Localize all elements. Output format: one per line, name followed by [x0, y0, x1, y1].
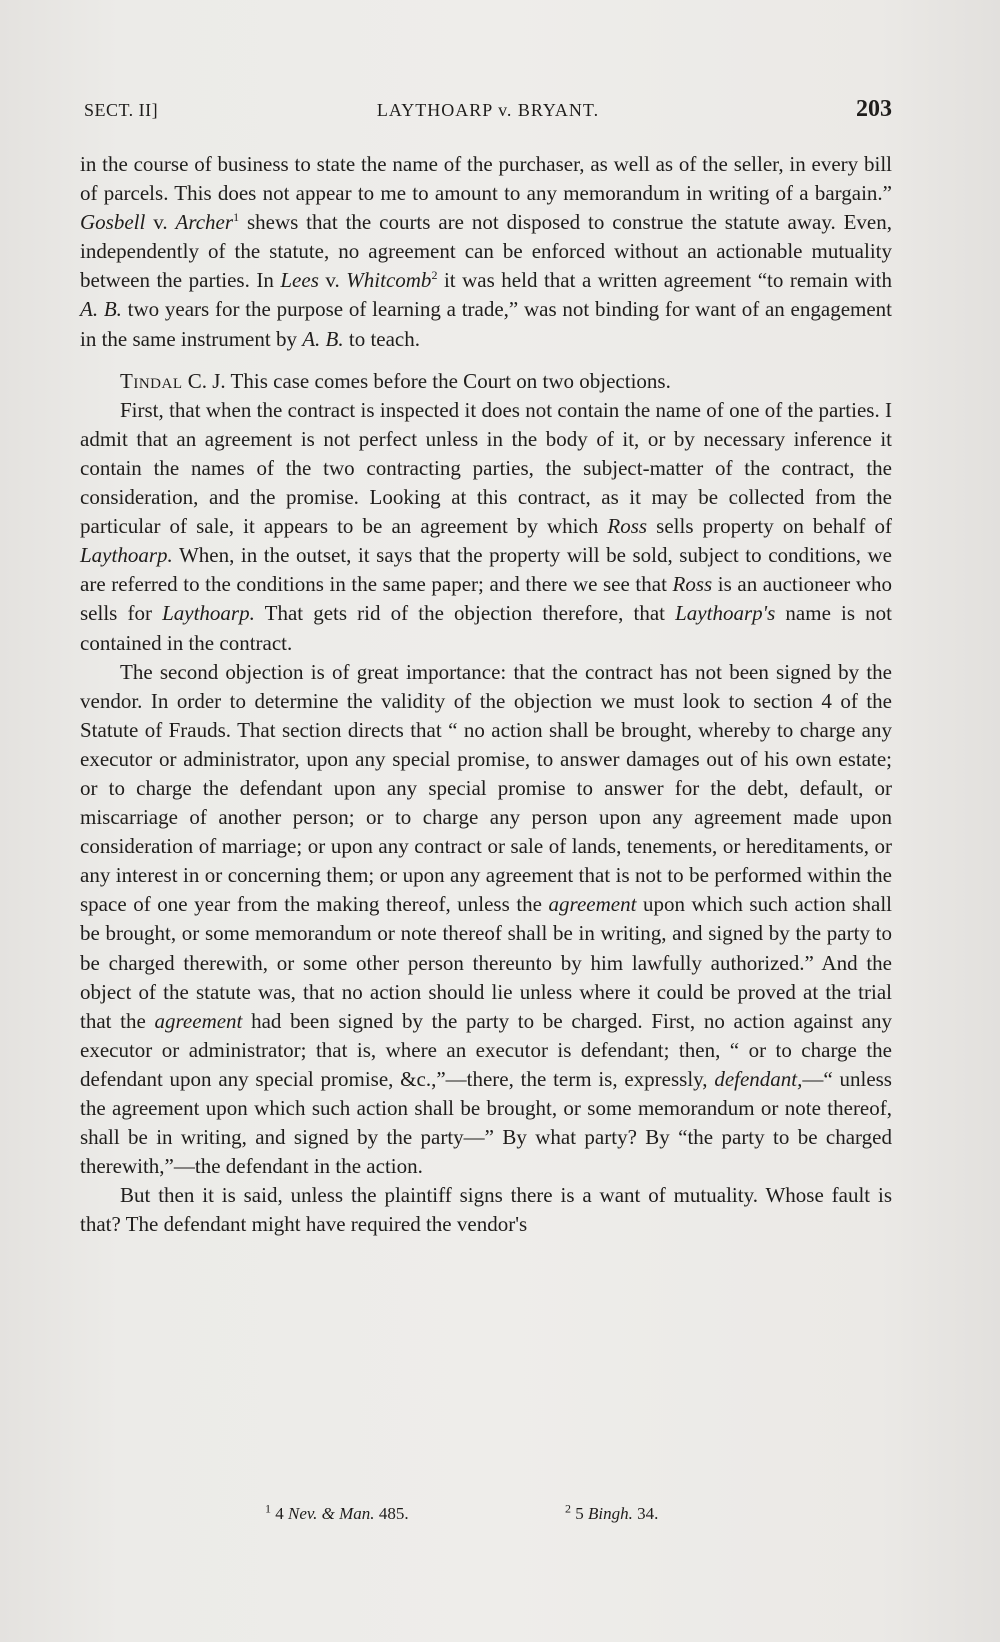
body-text	[80, 150, 892, 1239]
text-run: in the course of business to state the name of the purchaser, as well as of the seller, in every bill of parcels. This does not appear to me to amount to any memorandum in writing of a bargain.”	[80, 152, 892, 206]
text-run: to teach.	[343, 326, 421, 351]
text-run: 5	[571, 1504, 588, 1523]
reporter-name: Nev. & Man.	[288, 1504, 375, 1523]
text-run: —“ unless the agreement upon which such action shall be brought, or some memorandum or note thereof, shall be in writing, and signed by the party—” By what party? By “the party to be charged therewith,”—the defendant in the action.	[80, 1066, 892, 1179]
paragraph-1	[80, 150, 892, 354]
page-number: 203	[856, 96, 892, 122]
text-run: v.	[318, 268, 347, 293]
footnote-ref: 2	[431, 268, 438, 283]
emphasis: agreement	[548, 892, 637, 917]
text-run: two years for the purpose of learning a trade,” was not binding for want of an engagement in the same instrument by	[80, 297, 892, 351]
text-run: shews that the courts are not disposed to construe the statute away. Even, independently of the statute, no agreement can be enforced without an actionable mutuality between the parties. In	[80, 210, 893, 293]
party-name: Laythoarp.	[80, 543, 173, 568]
text-run: sells property on behalf of	[647, 514, 892, 539]
text-run: When, in the outset, it says that the property will be sold, subject to conditions, we are referred to the conditions in the same paper; and there we see that	[80, 543, 892, 597]
text-run: it was held that a written agreement “to remain with	[437, 268, 893, 293]
running-header	[84, 96, 892, 126]
text-run: had been signed by the party to be charged. First, no action against any executor or administrator; that is, where an executor is defendant; then, “ or to charge the defendant upon any special promise, &c.,”—there, the term is, expressly,	[80, 1008, 892, 1091]
paragraph-3	[80, 396, 892, 658]
text-run: The second objection is of great importance: that the contract has not been signed by the vendor. In order to determine the validity of the objection we must look to section 4 of the Statute of Frauds. That section directs that “ no action shall be brought, whereby to charge any executor or administrator, upon any special promise, to answer damages out of his own estate; or to charge the defendant upon any special promise to answer for the debt, default, or miscarriage of another person; or to charge any person upon any agreement made upon consideration of marriage; or upon any contract or sale of lands, tenements, or hereditaments, or any interest in or concerning them; or upon any agreement that is not to be performed within the space of one year from the making thereof, unless the	[80, 659, 892, 917]
footnote-2	[565, 1501, 659, 1524]
emphasis: agreement	[154, 1008, 243, 1033]
section-label: SECT. II]	[84, 100, 159, 120]
text-run: v.	[145, 210, 176, 235]
text-run: is an auctioneer who sells for	[80, 572, 892, 626]
party-name: Laythoarp's	[675, 601, 776, 626]
text-run: 34.	[632, 1504, 659, 1523]
case-name: Archer	[175, 210, 234, 235]
footnote-mark: 2	[565, 1501, 571, 1516]
text-run: upon which such action shall be brought, or some memorandum or note thereof shall be in writing, and signed by the party to be charged therewith, or some other person thereunto by him lawfully authorized.” And the object of the statute was, that no action should lie unless where it could be proved at the trial that the	[80, 892, 893, 1033]
case-name: Lees	[280, 268, 319, 293]
footnote-mark: 1	[265, 1501, 271, 1516]
party-name: Ross	[672, 572, 713, 597]
paragraph-5	[80, 1181, 892, 1239]
footnote-1	[265, 1501, 409, 1524]
judge-name: Tindal	[120, 368, 183, 393]
text-run: name is not contained in the contract.	[80, 601, 892, 655]
case-name: Whitcomb	[346, 268, 432, 293]
text-run: That gets rid of the objection therefore, that	[254, 601, 676, 626]
text-run: First, that when the contract is inspected it does not contain the name of one of the parties. I admit that an agreement is not perfect unless in the body of it, or by necessary inference it contain the names of the two contracting parties, the subject-matter of the contract, the consideration, and the promise. Looking at this contract, as it may be collected from the particular of sale, it appears to be an agreement by which	[80, 397, 892, 539]
case-name: Gosbell	[80, 210, 146, 235]
footnote-ref: 1	[233, 210, 240, 225]
party-initials: A. B.	[80, 297, 122, 322]
reporter-name: Bingh.	[588, 1504, 633, 1523]
text-run: 485.	[374, 1504, 409, 1523]
paragraph-2	[80, 367, 892, 396]
text-run: But then it is said, unless the plaintiff signs there is a want of mutuality. Whose fault is that? The defendant might have required the vendor's	[80, 1183, 892, 1237]
text-run: 4	[271, 1504, 288, 1523]
party-name: Laythoarp.	[162, 601, 255, 626]
emphasis: defendant,	[714, 1066, 803, 1091]
party-initials: A. B.	[302, 326, 344, 351]
paragraph-4	[80, 658, 892, 1182]
text-run: C. J. This case comes before the Court on two objections.	[182, 368, 671, 393]
running-title: LAYTHOARP v. BRYANT.	[376, 100, 600, 120]
party-name: Ross	[607, 514, 648, 539]
